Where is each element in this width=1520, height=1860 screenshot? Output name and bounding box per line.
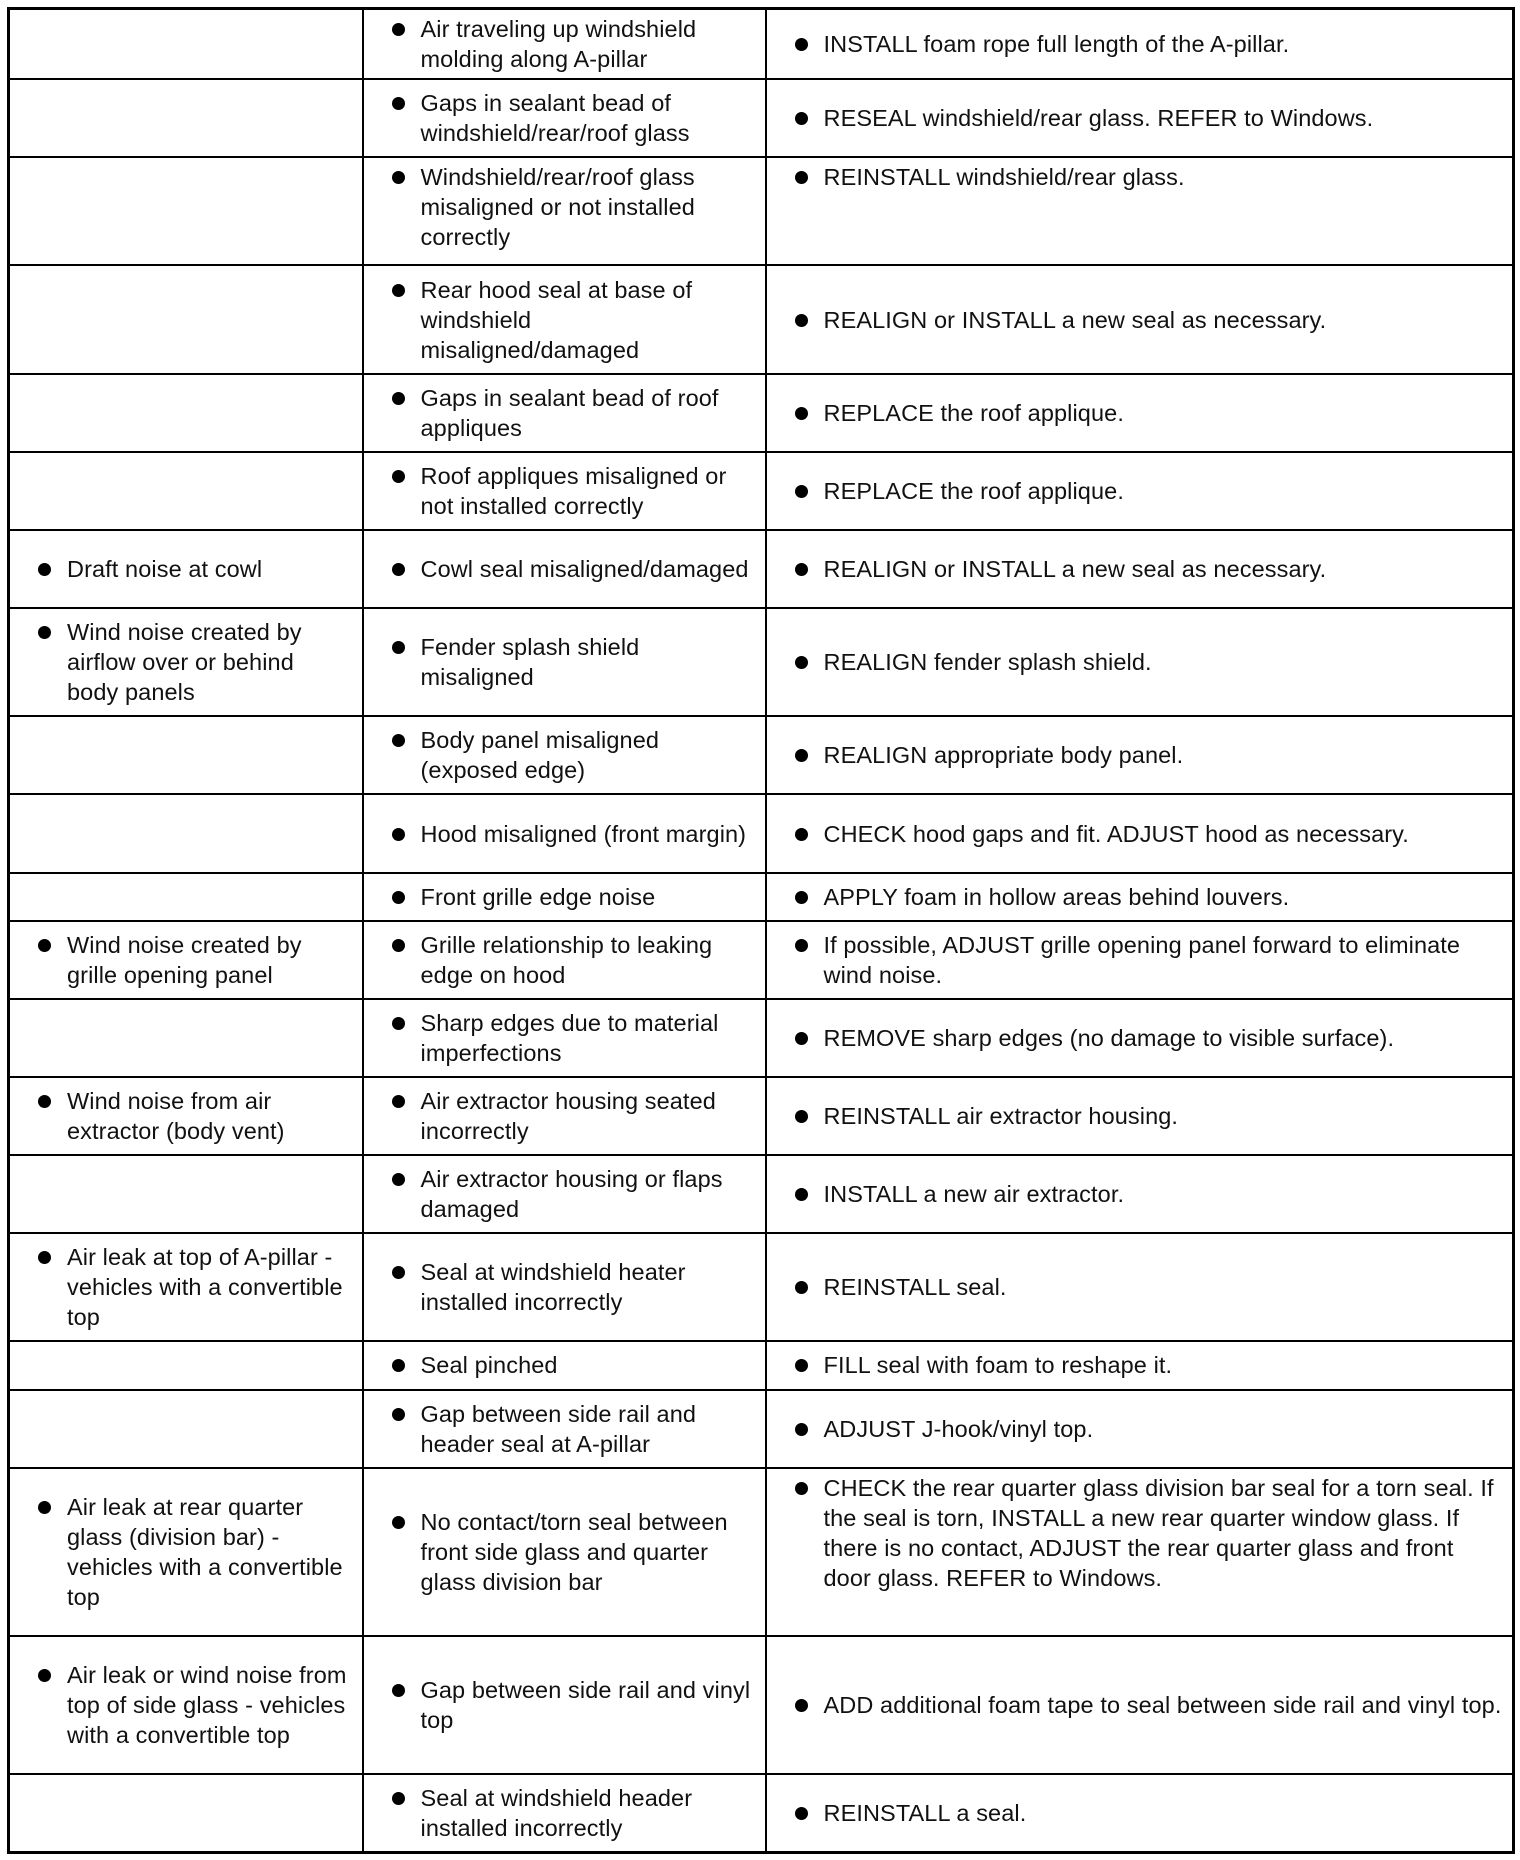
- condition-cell: [9, 374, 363, 452]
- source-item: Gap between side rail and vinyl top: [374, 1675, 755, 1735]
- source-cell: [363, 265, 766, 373]
- action-item: CHECK hood gaps and fit. ADJUST hood as necessary.: [777, 819, 1503, 849]
- action-item: REINSTALL windshield/rear glass.: [777, 162, 1503, 192]
- condition-item: Draft noise at cowl: [20, 554, 352, 584]
- condition-cell: [9, 608, 363, 716]
- bullet-icon: [795, 891, 808, 904]
- source-cell: [363, 530, 766, 608]
- condition-cell: [9, 716, 363, 794]
- source-item: Gaps in sealant bead of windshield/rear/roof glass: [374, 88, 755, 148]
- action-item: REINSTALL air extractor housing.: [777, 1101, 1503, 1131]
- table-row: [9, 9, 1514, 80]
- bullet-icon: [392, 1684, 405, 1697]
- condition-cell: [9, 1390, 363, 1468]
- condition-cell: [9, 1468, 363, 1636]
- table-row: [9, 1155, 1514, 1233]
- table-row: [9, 1636, 1514, 1774]
- bullet-icon: [392, 1792, 405, 1805]
- action-cell: [766, 1390, 1514, 1468]
- action-item: REMOVE sharp edges (no damage to visible surface).: [777, 1023, 1503, 1053]
- action-cell: [766, 374, 1514, 452]
- source-item: Seal pinched: [374, 1350, 755, 1380]
- condition-cell: [9, 794, 363, 872]
- source-item: Roof appliques misaligned or not installed correctly: [374, 461, 755, 521]
- bullet-icon: [392, 1173, 405, 1186]
- action-item: REINSTALL seal.: [777, 1272, 1503, 1302]
- bullet-icon: [795, 656, 808, 669]
- bullet-icon: [38, 1251, 51, 1264]
- condition-cell: [9, 1233, 363, 1341]
- bullet-icon: [392, 563, 405, 576]
- source-item: Body panel misaligned (exposed edge): [374, 725, 755, 785]
- source-cell: [363, 1636, 766, 1774]
- action-cell: [766, 1077, 1514, 1155]
- action-item: INSTALL a new air extractor.: [777, 1179, 1503, 1209]
- condition-item: Wind noise from air extractor (body vent): [20, 1086, 352, 1146]
- bullet-icon: [392, 284, 405, 297]
- source-cell: [363, 452, 766, 530]
- condition-cell: [9, 265, 363, 373]
- bullet-icon: [392, 1359, 405, 1372]
- bullet-icon: [392, 470, 405, 483]
- condition-cell: [9, 999, 363, 1077]
- table-row: [9, 1390, 1514, 1468]
- action-cell: [766, 1155, 1514, 1233]
- bullet-icon: [392, 734, 405, 747]
- bullet-icon: [392, 171, 405, 184]
- source-item: Sharp edges due to material imperfections: [374, 1008, 755, 1068]
- bullet-icon: [392, 1017, 405, 1030]
- bullet-icon: [392, 939, 405, 952]
- bullet-icon: [38, 1501, 51, 1514]
- bullet-icon: [795, 407, 808, 420]
- bullet-icon: [795, 314, 808, 327]
- source-item: Gaps in sealant bead of roof appliques: [374, 383, 755, 443]
- action-item: REALIGN fender splash shield.: [777, 647, 1503, 677]
- bullet-icon: [38, 939, 51, 952]
- source-item: Air traveling up windshield molding along A-pillar: [374, 14, 755, 74]
- table-row: [9, 921, 1514, 999]
- table-row: [9, 374, 1514, 452]
- bullet-icon: [795, 1423, 808, 1436]
- source-item: No contact/torn seal between front side glass and quarter glass division bar: [374, 1507, 755, 1597]
- source-cell: [363, 608, 766, 716]
- action-item: REALIGN or INSTALL a new seal as necessary.: [777, 305, 1503, 335]
- bullet-icon: [38, 563, 51, 576]
- action-cell: [766, 716, 1514, 794]
- bullet-icon: [795, 1281, 808, 1294]
- bullet-icon: [795, 828, 808, 841]
- source-cell: [363, 1155, 766, 1233]
- action-cell: [766, 157, 1514, 265]
- condition-cell: [9, 530, 363, 608]
- source-item: Rear hood seal at base of windshield misaligned/damaged: [374, 275, 755, 365]
- table-row: [9, 873, 1514, 921]
- bullet-icon: [795, 749, 808, 762]
- bullet-icon: [392, 828, 405, 841]
- bullet-icon: [795, 1110, 808, 1123]
- bullet-icon: [392, 97, 405, 110]
- action-item: RESEAL windshield/rear glass. REFER to Windows.: [777, 103, 1503, 133]
- condition-cell: [9, 873, 363, 921]
- source-item: Cowl seal misaligned/damaged: [374, 554, 755, 584]
- source-cell: [363, 999, 766, 1077]
- source-item: Grille relationship to leaking edge on hood: [374, 930, 755, 990]
- table-row: [9, 608, 1514, 716]
- table-row: [9, 1233, 1514, 1341]
- action-cell: [766, 1774, 1514, 1852]
- action-item: REALIGN appropriate body panel.: [777, 740, 1503, 770]
- action-cell: [766, 873, 1514, 921]
- bullet-icon: [392, 891, 405, 904]
- source-item: Air extractor housing or flaps damaged: [374, 1164, 755, 1224]
- action-cell: [766, 452, 1514, 530]
- table-row: [9, 716, 1514, 794]
- action-item: If possible, ADJUST grille opening panel forward to eliminate wind noise.: [777, 930, 1503, 990]
- bullet-icon: [795, 112, 808, 125]
- source-cell: [363, 873, 766, 921]
- bullet-icon: [38, 1095, 51, 1108]
- bullet-icon: [795, 1359, 808, 1372]
- table-row: [9, 265, 1514, 373]
- bullet-icon: [795, 485, 808, 498]
- bullet-icon: [392, 641, 405, 654]
- source-cell: [363, 716, 766, 794]
- table-row: [9, 157, 1514, 265]
- condition-cell: [9, 1341, 363, 1389]
- source-cell: [363, 9, 766, 80]
- action-cell: [766, 1468, 1514, 1636]
- bullet-icon: [392, 392, 405, 405]
- bullet-icon: [392, 1095, 405, 1108]
- bullet-icon: [795, 1188, 808, 1201]
- condition-cell: [9, 1155, 363, 1233]
- action-item: REINSTALL a seal.: [777, 1798, 1503, 1828]
- action-cell: [766, 9, 1514, 80]
- source-item: Front grille edge noise: [374, 882, 755, 912]
- table-row: [9, 1077, 1514, 1155]
- action-cell: [766, 999, 1514, 1077]
- source-item: Fender splash shield misaligned: [374, 632, 755, 692]
- source-cell: [363, 921, 766, 999]
- condition-cell: [9, 1636, 363, 1774]
- action-item: INSTALL foam rope full length of the A-pillar.: [777, 29, 1503, 59]
- condition-item: Wind noise created by airflow over or behind body panels: [20, 617, 352, 707]
- action-cell: [766, 265, 1514, 373]
- action-cell: [766, 79, 1514, 157]
- condition-cell: [9, 1774, 363, 1852]
- bullet-icon: [38, 1669, 51, 1682]
- bullet-icon: [392, 23, 405, 36]
- table-row: [9, 1341, 1514, 1389]
- source-cell: [363, 79, 766, 157]
- source-cell: [363, 1390, 766, 1468]
- table-row: [9, 1468, 1514, 1636]
- condition-item: Air leak at rear quarter glass (division bar) - vehicles with a convertible top: [20, 1492, 352, 1612]
- action-item: REALIGN or INSTALL a new seal as necessary.: [777, 554, 1503, 584]
- bullet-icon: [795, 1032, 808, 1045]
- bullet-icon: [795, 38, 808, 51]
- table-row: [9, 530, 1514, 608]
- condition-cell: [9, 79, 363, 157]
- bullet-icon: [795, 1482, 808, 1495]
- action-item: REPLACE the roof applique.: [777, 398, 1503, 428]
- bullet-icon: [795, 1699, 808, 1712]
- bullet-icon: [795, 563, 808, 576]
- source-cell: [363, 1233, 766, 1341]
- source-item: Gap between side rail and header seal at A-pillar: [374, 1399, 755, 1459]
- bullet-icon: [38, 626, 51, 639]
- source-item: Hood misaligned (front margin): [374, 819, 755, 849]
- source-cell: [363, 1077, 766, 1155]
- action-cell: [766, 1341, 1514, 1389]
- action-item: ADJUST J-hook/vinyl top.: [777, 1414, 1503, 1444]
- table-body: [9, 9, 1514, 1853]
- table-row: [9, 79, 1514, 157]
- bullet-icon: [392, 1408, 405, 1421]
- source-item: Seal at windshield header installed incorrectly: [374, 1783, 755, 1843]
- table-row: [9, 1774, 1514, 1852]
- condition-cell: [9, 1077, 363, 1155]
- table-row: [9, 794, 1514, 872]
- source-cell: [363, 794, 766, 872]
- action-cell: [766, 794, 1514, 872]
- source-cell: [363, 374, 766, 452]
- condition-item: Wind noise created by grille opening panel: [20, 930, 352, 990]
- action-cell: [766, 1233, 1514, 1341]
- action-item: REPLACE the roof applique.: [777, 476, 1503, 506]
- condition-cell: [9, 9, 363, 80]
- source-cell: [363, 1774, 766, 1852]
- diagnosis-table: [7, 7, 1515, 1854]
- action-cell: [766, 921, 1514, 999]
- source-item: Seal at windshield heater installed incorrectly: [374, 1257, 755, 1317]
- condition-cell: [9, 452, 363, 530]
- action-item: CHECK the rear quarter glass division bar seal for a torn seal. If the seal is torn, INSTALL a new rear quarter window glass. If there is no contact, ADJUST the rear quarter glass and front door glass. REFER to Windows.: [777, 1473, 1503, 1593]
- source-item: Windshield/rear/roof glass misaligned or not installed correctly: [374, 162, 755, 252]
- condition-item: Air leak or wind noise from top of side glass - vehicles with a convertible top: [20, 1660, 352, 1750]
- action-cell: [766, 530, 1514, 608]
- action-item: ADD additional foam tape to seal between side rail and vinyl top.: [777, 1690, 1503, 1720]
- action-item: APPLY foam in hollow areas behind louvers.: [777, 882, 1503, 912]
- condition-cell: [9, 157, 363, 265]
- source-item: Air extractor housing seated incorrectly: [374, 1086, 755, 1146]
- source-cell: [363, 1468, 766, 1636]
- source-cell: [363, 1341, 766, 1389]
- table-row: [9, 452, 1514, 530]
- condition-item: Air leak at top of A-pillar - vehicles with a convertible top: [20, 1242, 352, 1332]
- bullet-icon: [392, 1516, 405, 1529]
- action-item: FILL seal with foam to reshape it.: [777, 1350, 1503, 1380]
- bullet-icon: [795, 1807, 808, 1820]
- bullet-icon: [795, 939, 808, 952]
- bullet-icon: [392, 1266, 405, 1279]
- source-cell: [363, 157, 766, 265]
- table-row: [9, 999, 1514, 1077]
- bullet-icon: [795, 171, 808, 184]
- action-cell: [766, 608, 1514, 716]
- condition-cell: [9, 921, 363, 999]
- action-cell: [766, 1636, 1514, 1774]
